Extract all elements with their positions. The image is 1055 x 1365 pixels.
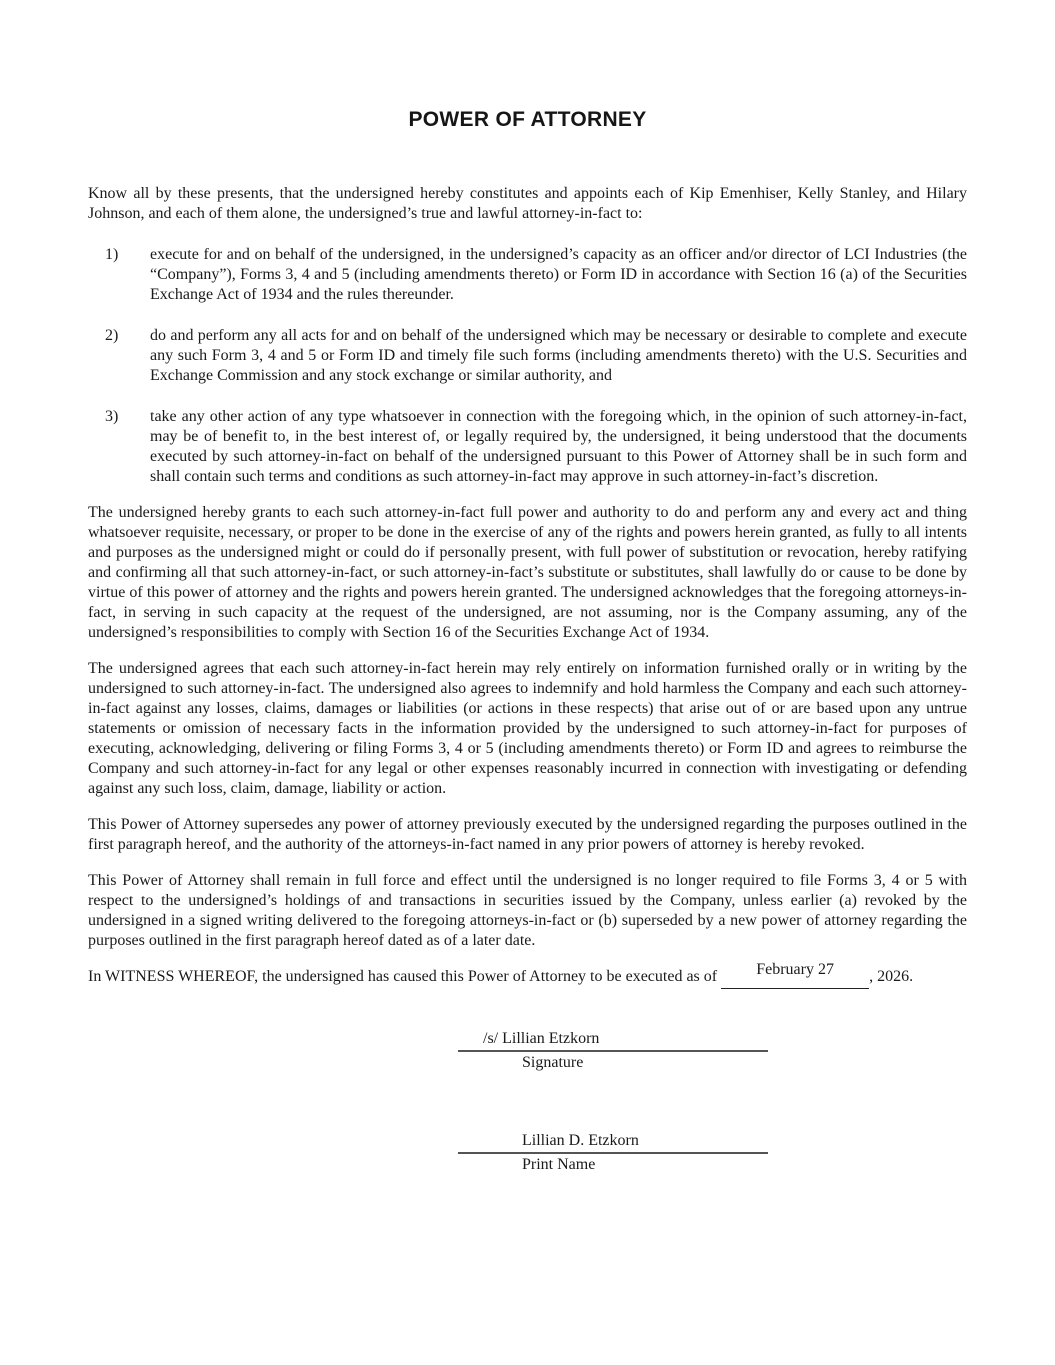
list-item-3-marker: 3) <box>105 408 119 425</box>
signature-label: Signature <box>522 1054 584 1071</box>
print-name-block <box>458 1131 768 1175</box>
witness-text-before-date: In WITNESS WHEREOF, the undersigned has caused this Power of Attorney to be executed as of <box>88 968 718 985</box>
duration-paragraph: This Power of Attorney shall remain in full force and effect until the undersigned is no longer required to file Forms 3, 4 or 5 with respect to the undersigned’s holdings of and transactions in securities issued by the Company, unless earlier (a) revoked by the undersigned in a signed writing delivered to the foregoing attorneys-in-fact or (b) superseded by a new power of attorney regarding the purposes outlined in the first paragraph hereof dated as of a later date. <box>88 872 967 949</box>
witness-clause <box>88 961 967 989</box>
signature-block <box>458 1029 768 1073</box>
intro-paragraph: Know all by these presents, that the undersigned hereby constitutes and appoints each of Kip Emenhiser, Kelly Stanley, and Hilary Johnson, and each of them alone, the undersigned’s true and lawful attorney-in-fact to: <box>88 185 967 222</box>
list-item-2-text: do and perform any all acts for and on behalf of the undersigned which may be necessary or desirable to complete and execute any such Form 3, 4 and 5 or Form ID and timely file such forms (including amendments thereto) with the U.S. Securities and Exchange Commission and any stock exchange or similar authority, and <box>150 327 967 384</box>
signature-value: /s/ Lillian Etzkorn <box>458 1029 768 1052</box>
list-item-1-marker: 1) <box>105 246 119 263</box>
print-name-label: Print Name <box>522 1156 596 1173</box>
supersedes-paragraph: This Power of Attorney supersedes any power of attorney previously executed by the undersigned regarding the purposes outlined in the first paragraph hereof, and the authority of the attorneys-in-fact named in any prior powers of attorney is hereby revoked. <box>88 816 967 853</box>
grant-of-authority-paragraph: The undersigned hereby grants to each such attorney-in-fact full power and authority to do and perform any and every act and thing whatsoever requisite, necessary, or proper to be done in the exercise of any of the rights and powers herein granted, as fully to all intents and purposes as the undersigned might or could do if personally present, with full power of substitution or revocation, hereby ratifying and confirming all that such attorney-in-fact, or such attorney-in-fact’s substitute or substitutes, shall lawfully do or cause to be done by virtue of this power of attorney and the rights and powers herein granted. The undersigned acknowledges that the foregoing attorneys-in-fact, in serving in such capacity at the request of the undersigned, are not assuming, nor is the Company assuming, any of the undersigned’s responsibilities to comply with Section 16 of the Securities Exchange Act of 1934. <box>88 504 967 641</box>
list-item-1 <box>88 245 967 305</box>
list-item-3 <box>88 407 967 487</box>
witness-text-after-date: , 2026. <box>869 968 914 985</box>
numbered-list <box>88 245 967 487</box>
indemnification-paragraph: The undersigned agrees that each such attorney-in-fact herein may rely entirely on information furnished orally or in writing by the undersigned to such attorney-in-fact. The undersigned also agrees to indemnify and hold harmless the Company and each such attorney-in-fact against any losses, claims, damages or liabilities (or actions in these respects) that arise out of or are based upon any untrue statements or omission of necessary facts in the information provided by the undersigned to such attorney-in-fact for purposes of executing, acknowledging, delivering or filing Forms 3, 4 or 5 (including amendments thereto) or Form ID and agrees to reimburse the Company and such attorney-in-fact for any legal or other expenses reasonably incurred in connection with investigating or defending against any such loss, claim, damage, liability or action. <box>88 660 967 797</box>
list-item-1-text: execute for and on behalf of the undersigned, in the undersigned’s capacity as an officer and/or director of LCI Industries (the “Company”), Forms 3, 4 and 5 (including amendments thereto) or Form ID in accordance with Section 16 (a) of the Securities Exchange Act of 1934 and the rules thereunder. <box>150 246 967 303</box>
print-name-value: Lillian D. Etzkorn <box>458 1131 768 1154</box>
execution-date-value: February 27 <box>756 961 834 978</box>
document-title: POWER OF ATTORNEY <box>408 108 647 131</box>
execution-date-blank <box>721 961 869 989</box>
list-item-2 <box>88 326 967 386</box>
list-item-2-marker: 2) <box>105 327 119 344</box>
list-item-3-text: take any other action of any type whatsoever in connection with the foregoing which, in the opinion of such attorney-in-fact, may be of benefit to, in the best interest of, or legally required by, the undersigned, it being understood that the documents executed by such attorney-in-fact on behalf of the undersigned pursuant to this Power of Attorney shall be in such form and shall contain such terms and conditions as such attorney-in-fact may approve in such attorney-in-fact’s discretion. <box>150 408 967 485</box>
